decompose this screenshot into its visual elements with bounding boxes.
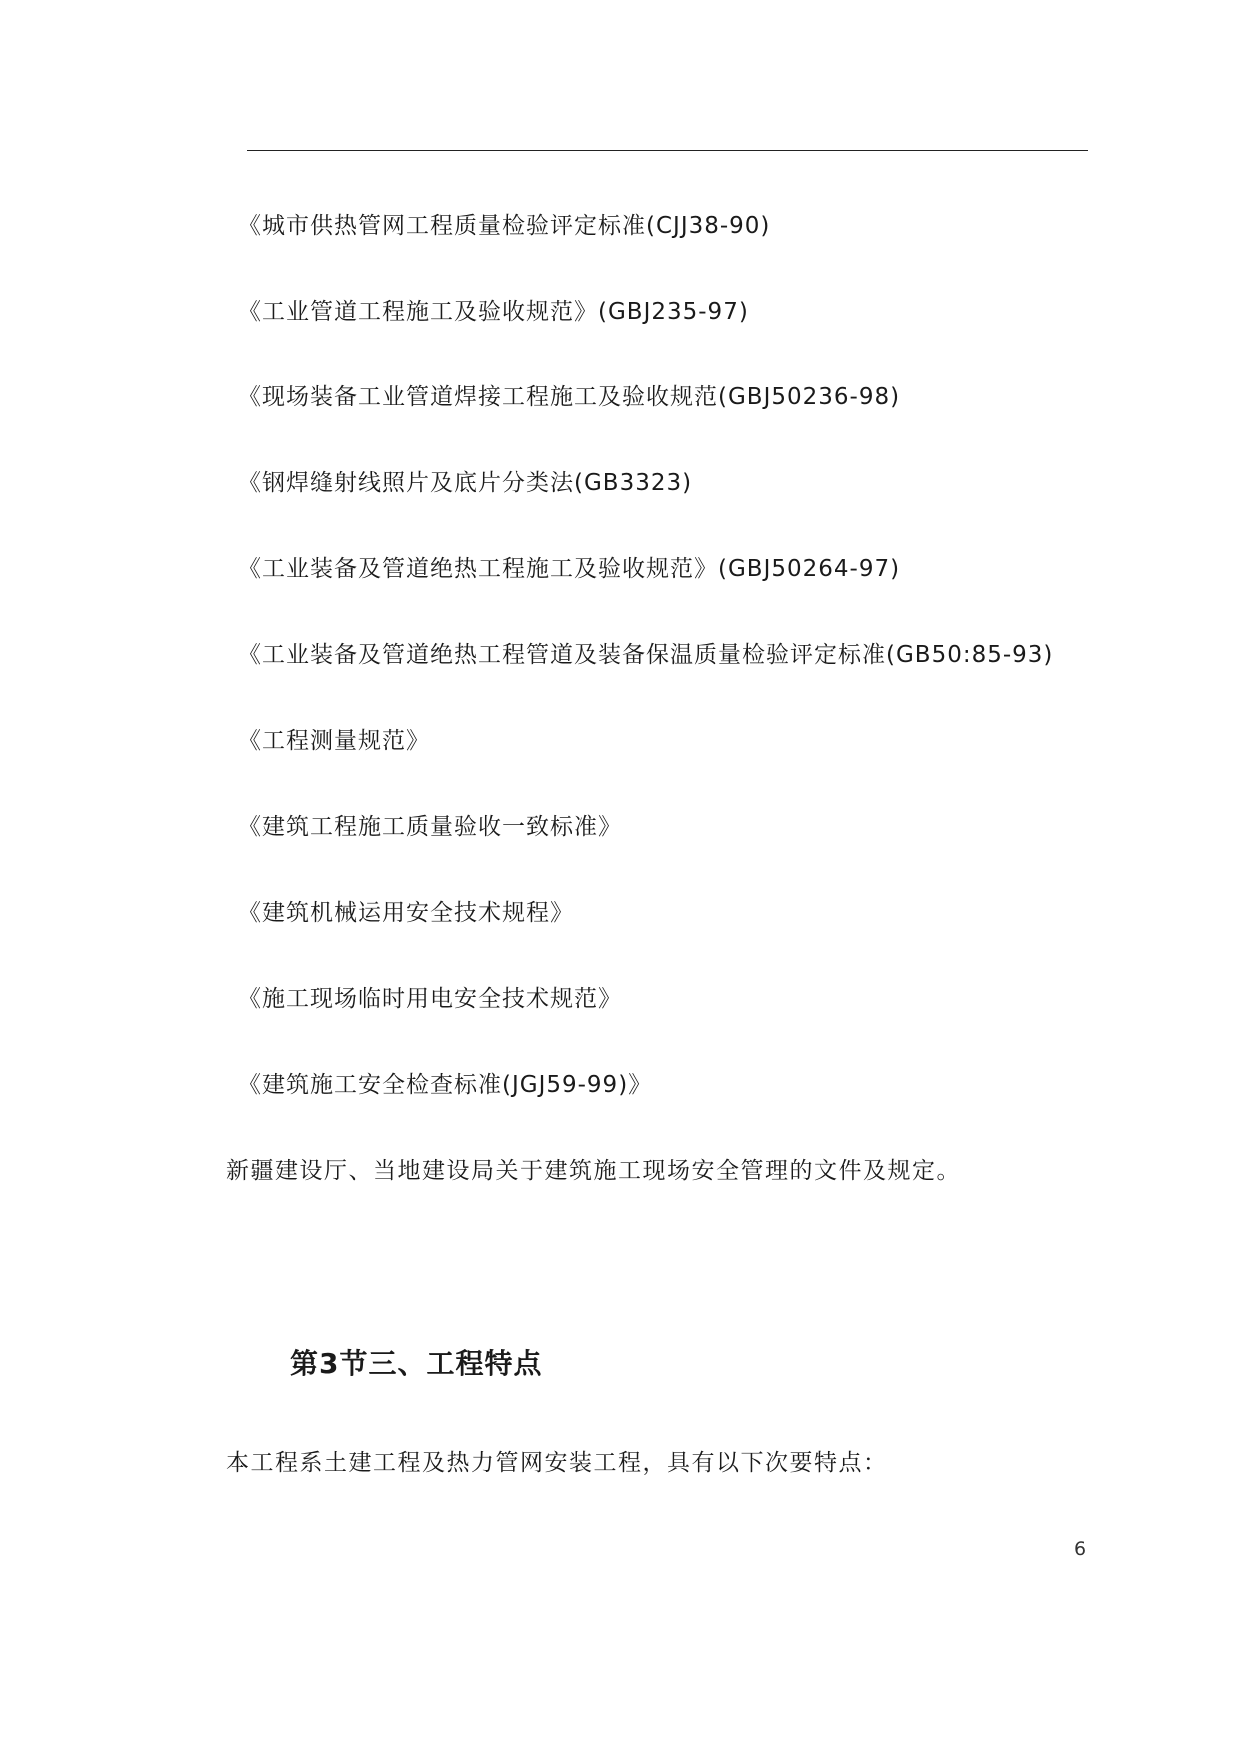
standard-item-8: 《建筑工程施工质量验收一致标准》 — [238, 814, 622, 840]
standard-item-9: 《建筑机械运用安全技术规程》 — [238, 900, 574, 926]
section-intro: 本工程系土建工程及热力管网安装工程，具有以下次要特点： — [226, 1450, 888, 1476]
standard-item-2: 《工业管道工程施工及验收规范》(GBJ235-97) — [238, 299, 749, 325]
page-number: 6 — [1074, 1538, 1087, 1560]
standard-item-5: 《工业装备及管道绝热工程施工及验收规范》(GBJ50264-97) — [238, 556, 901, 582]
standard-item-7: 《工程测量规范》 — [238, 728, 430, 754]
standard-item-10: 《施工现场临时用电安全技术规范》 — [238, 986, 622, 1012]
standard-item-1: 《城市供热管网工程质量检验评定标准(CJJ38-90) — [238, 213, 771, 239]
section-heading: 第3节三、工程特点 — [290, 1347, 543, 1380]
standard-item-11: 《建筑施工安全检查标准(JGJ59-99)》 — [238, 1072, 653, 1098]
closing-paragraph: 新疆建设厅、当地建设局关于建筑施工现场安全管理的文件及规定。 — [226, 1158, 961, 1184]
standard-item-6: 《工业装备及管道绝热工程管道及装备保温质量检验评定标准(GB50:85-93) — [238, 642, 1054, 668]
header-rule — [247, 150, 1088, 151]
standard-item-3: 《现场装备工业管道焊接工程施工及验收规范(GBJ50236-98) — [238, 384, 901, 410]
standard-item-4: 《钢焊缝射线照片及底片分类法(GB3323) — [238, 470, 693, 496]
